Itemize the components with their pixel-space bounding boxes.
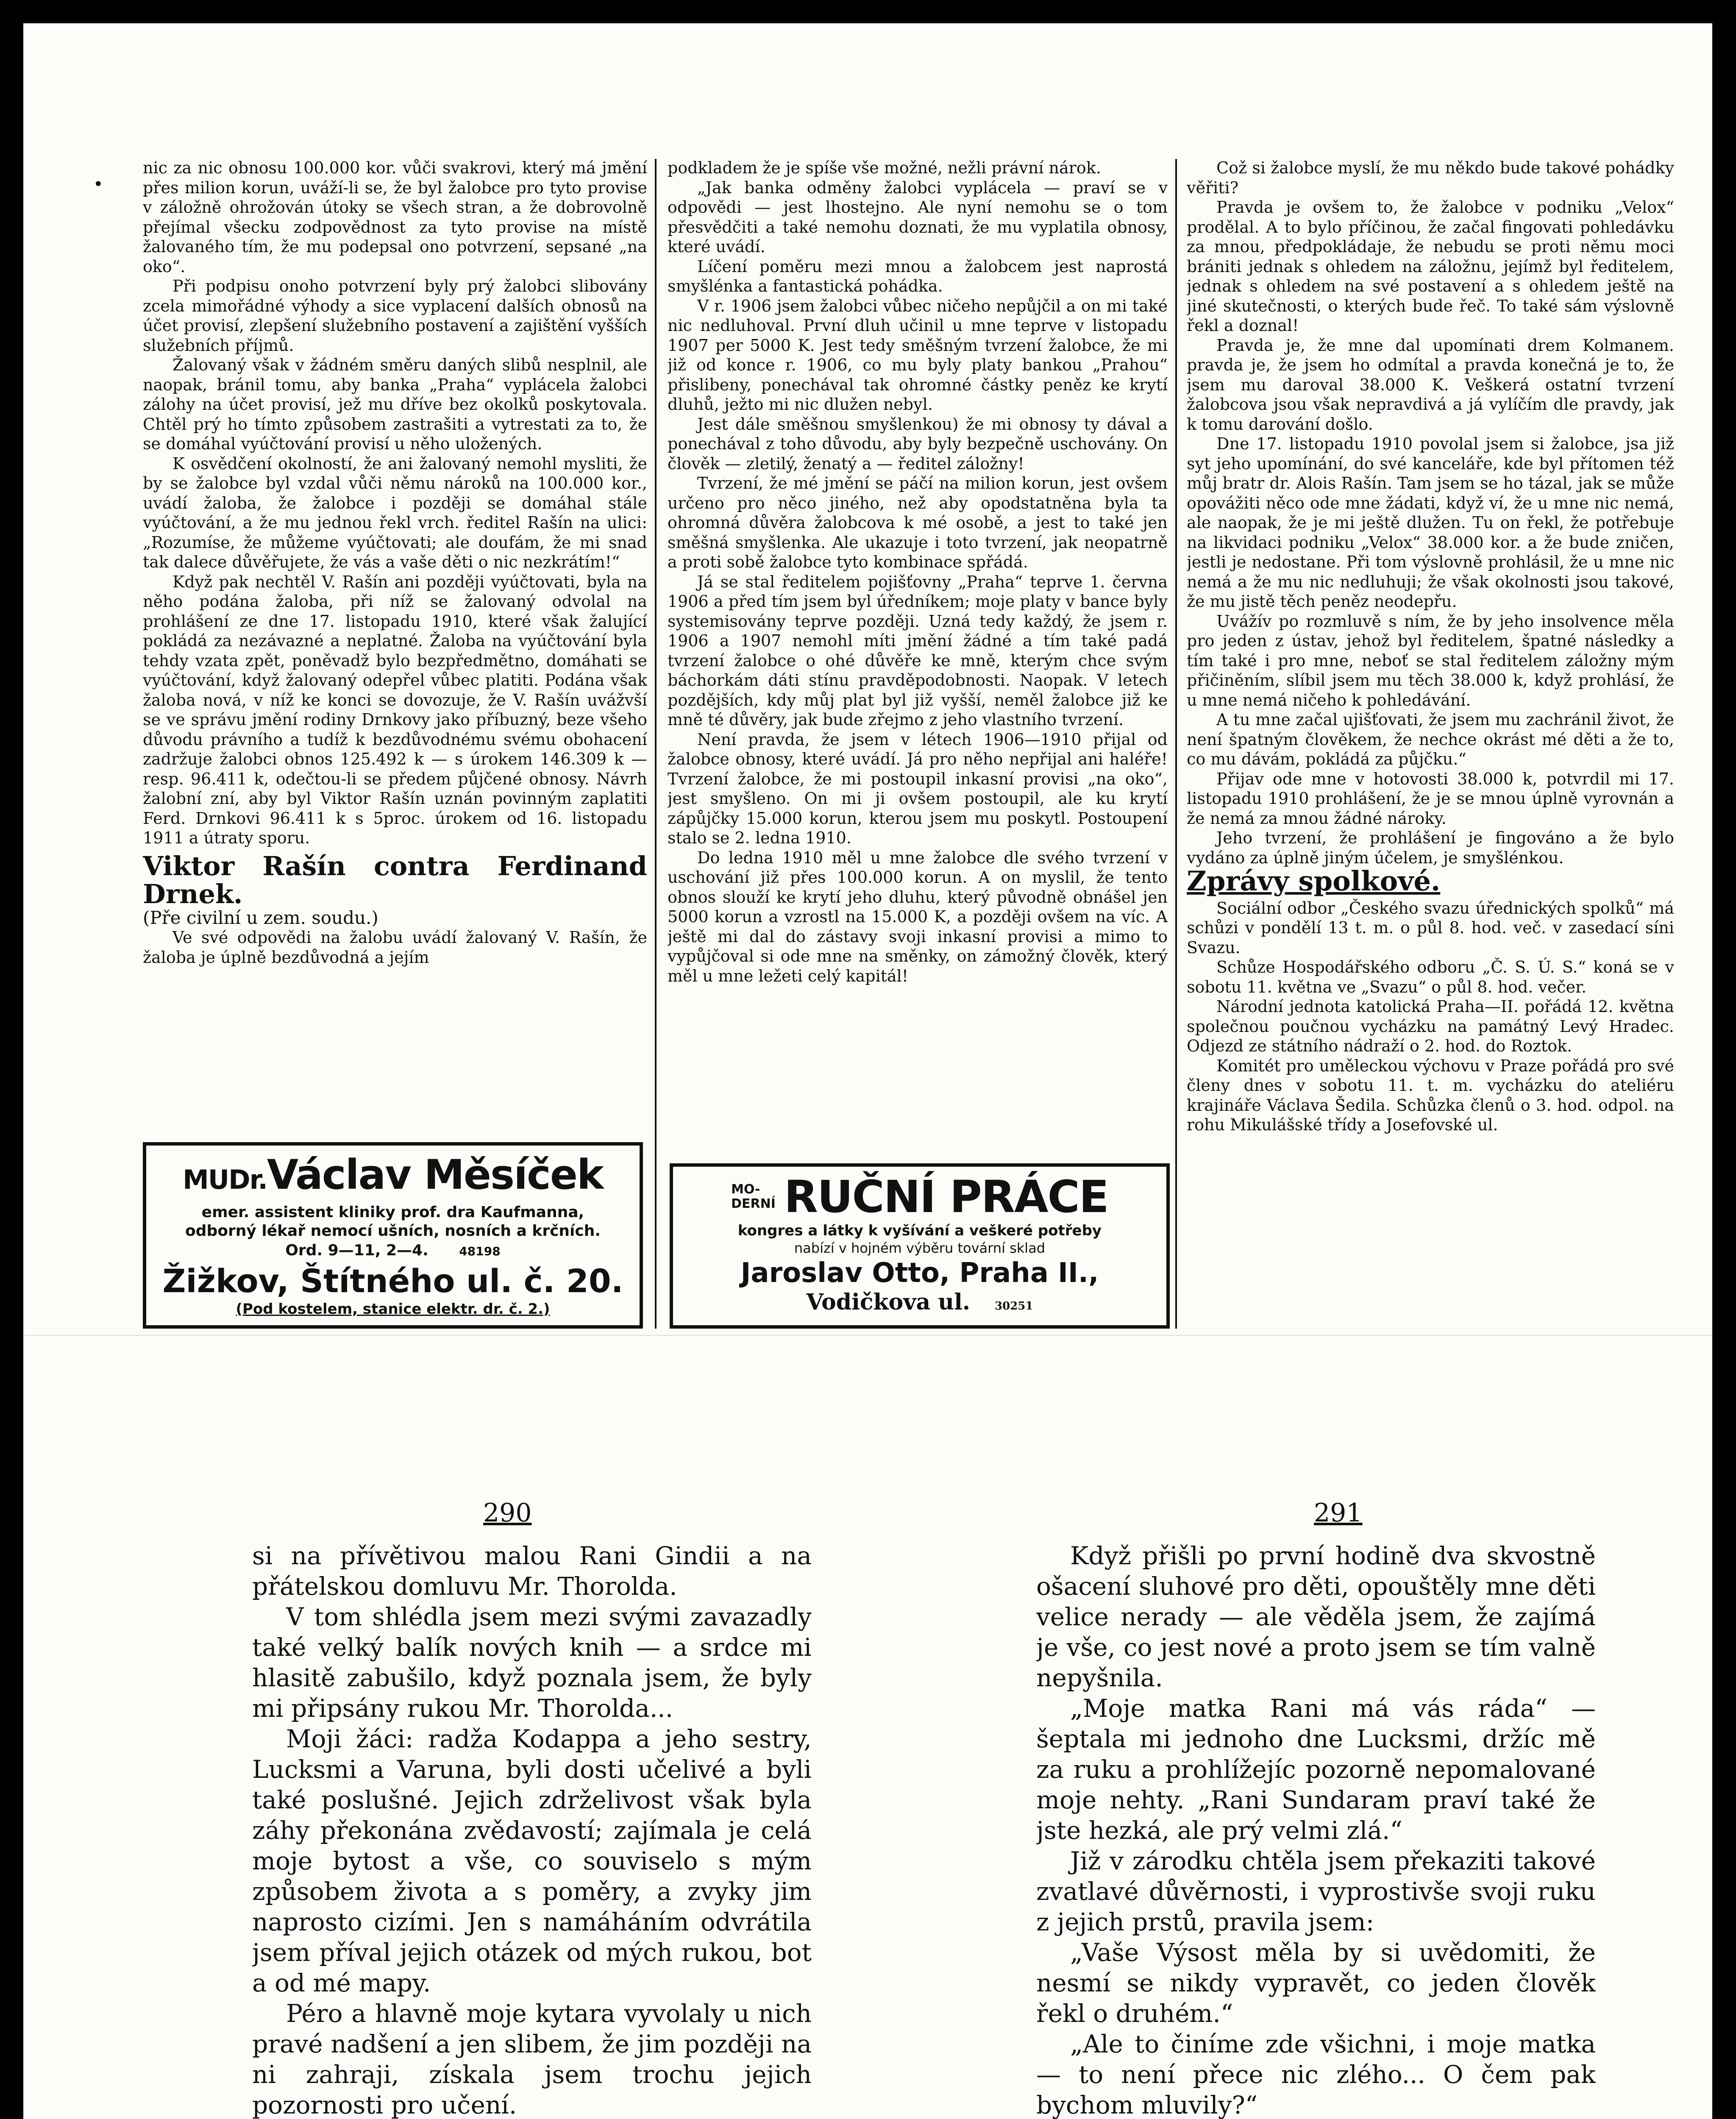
news-item: Národní jednota katolická Praha—II. pořádá 12. května společnou poučnou vycházku na památný Levý Hradec. Odjezd ze státního nádraží o 2. hod. do Roztok.: [1187, 997, 1674, 1055]
paragraph: „Ale to činíme zde všichni, i moje matka — to není přece nic zlého... O čem pak bychom mluvily?“: [1036, 2030, 1596, 2119]
paragraph: Již v zárodku chtěla jsem překaziti takové zvatlavé důvěrnosti, i vyprostivše svoji ruku z jejich prstů, pravila jsem:: [1036, 1846, 1596, 1936]
news-item: Komitét pro uměleckou výchovu v Praze pořádá pro své členy dnes v sobotu 11. t. m. vycházku do ateliéru krajináře Václava Šedila. Schůzka členů o 3. hod. odpol. na rohu Mikulášské třídy a Josefovské ul.: [1187, 1056, 1674, 1134]
column-rule: [655, 159, 657, 1329]
paragraph: „Jak banka odměny žalobci vyplácela — praví se v odpovědi — jest lhostejno. Ale nyní nemohu se o tom přesvědčiti a také nemohu doznati, že mu vyplatila obnosy, které uvádí.: [668, 178, 1168, 256]
paragraph: „Moje matka Rani má vás ráda“ — šeptala mi jednoho dne Lucksmi, držíc mě za ruku a prohlížejíc pozorně nepomalované moje nehty. „Rani Sundaram praví také že jste hezká, ale prý velmi zlá.“: [1036, 1694, 1596, 1845]
paragraph: V r. 1906 jsem žalobci vůbec ničeho nepůjčil a on mi také nic nedluhoval. První dluh učinil u mne teprve v listopadu 1907 per 5000 K. Jest tedy směšným tvrzení žalobce, že mi již od konce r. 1906, co mu byly platy bankou „Prahou“ přislibeny, ponechával tak ohromné částky peněz ke krytí dluhů, ježto mi nic dlužen nebyl.: [668, 296, 1168, 414]
paragraph: nic za nic obnosu 100.000 kor. vůči svakrovi, který má jmění přes milion korun, uváží-li se, že byl žalobce pro tyto provise v záložně ohrožován útoky se všech stran, a že dobrovolně přejímal všecku zodpovědnost za tyto provise na místě žalovaného tím, že mu podepsal ono potvrzení, sepsané „na oko“.: [143, 159, 647, 276]
column-1: [143, 158, 647, 1112]
ad-description: emer. assistent kliniky prof. dra Kaufmanna, odborný lékař nemocí ušních, nosních a krčních.: [185, 1204, 601, 1240]
paragraph: Péro a hlavně moje kytara vyvolaly u nich pravé nadšení a jen slibem, že jim později na ni zahraji, získala jsem trochu jejich pozornosti pro učení.: [252, 1999, 812, 2119]
paragraph: Uvážív po rozmluvě s ním, že by jeho insolvence měla pro jeden z ústav, jehož byl ředitelem, špatné následky a tím také i pro mne, neboť se stal ředitelem záložny mým přičiněním, slíbil jsem mu těch 38.000 k, když prohlásí, že u mne nemá ničeho k pohledávání.: [1187, 612, 1674, 709]
paragraph: Při podpisu onoho potvrzení byly prý žalobci slibovány zcela mimořádné výhody a sice vyplacení dalších obnosů na účet provisí, zlepšení služebního postavení a zajištění vyšších služebních příjmů.: [143, 277, 647, 355]
paragraph: Což si žalobce myslí, že mu někdo bude takové pohádky věřiti?: [1187, 159, 1674, 197]
ad-code: 48198: [459, 1244, 501, 1258]
advertisement-doctor: [143, 1142, 643, 1329]
paragraph: podkladem že je spíše vše možné, nežli právní nárok.: [668, 159, 1101, 177]
article-title: Viktor Rašín contra Ferdinand Drnek.: [143, 850, 647, 909]
paragraph: Dne 17. listopadu 1910 povolal jsem si žalobce, jsa již syt jeho upomínání, do své kanceláře, kde byl přítomen též můj bratr dr. Alois Rašín. Tam jsem se ho tázal, jak se může opovážiti něco ode mne žádati, když ví, že u mne nic nemá, ale naopak, že je mi ještě dlužen. Tu on řekl, že potřebuje na likvidaci podniku „Velox“ 38.000 kor. a že bude zničen, jestli je nedostane. Při tom výslovně prohlásil, že u mne nic nemá a že mu nic nedluhuji; že však okolnosti jsou takové, že mu jistě těch peněz neodepřu.: [1187, 434, 1674, 611]
page-separator: [23, 1335, 1712, 1336]
column-rule: [1175, 159, 1177, 1329]
ad-hours: Ord. 9—11, 2—4.: [285, 1242, 428, 1259]
paragraph: V tom shlédla jsem mezi svými zavazadly také velký balík nových knih — a srdce mi hlasitě zabušilo, když poznala jsem, že byly mi připsány rukou Mr. Thorolda...: [252, 1602, 812, 1723]
paragraph: Jeho tvrzení, že prohlášení je fingováno a že bylo vydáno za úplně jiným účelem, je smyšlénkou.: [1187, 829, 1674, 867]
ad-line-3: nabízí v hojném výběru tovární sklad: [794, 1240, 1046, 1256]
page-number-left: 290: [483, 1498, 532, 1528]
book-page-right: [1036, 1541, 1596, 2119]
ad-doctor-name: Václav Měsíček: [267, 1151, 603, 1199]
paragraph: Do ledna 1910 měl u mne žalobce dle svého tvrzení v uschování již přes 100.000 korun. A on myslil, že tento obnos slouží ke krytí jeho dluhu, který původně obnášel jen 5000 korun a vzrostl na 15.000 K, a později ovšem na víc. A ještě mi dal do zástavy svoji inkasní provisi a mimo to vypůjčoval si ode mne na směnky, on zámožný člověk, který měl u mne ležeti celý kapitál!: [668, 848, 1168, 985]
paragraph: Moji žáci: radža Kodappa a jeho sestry, Lucksmi a Varuna, byli dosti učelivé a byli také poslušné. Jejich zdrželivost však byla záhy překonána zvědavostí; zajímala je celá moje bytost a vše, co souviselo s mým způsobem života a s poměry, a zvyky jim naprosto cizími. Jen s namáháním odvrátila jsem příval jejich otázek od mých rukou, bot a od mé mapy.: [252, 1724, 812, 1997]
ad-prefix: MUDr.: [183, 1164, 267, 1195]
paragraph: Když pak nechtěl V. Rašín ani později vyúčtovati, byla na něho podána žaloba, při níž se žalovaný odvolal na prohlášení ze dne 17. listopadu 1910, které však žalující pokládá za nezávazné a neplatné. Žaloba na vyúčtování byla tehdy vzata zpět, poněvadž bylo bezpředmětno, domáhati se vyúčtování, když žalovaný odepřel vůbec platiti. Podána však žaloba nová, v níž ke konci se dovozuje, že V. Rašín uvážvší se ve správu jmění rodiny Drnkovy jako příbuzný, beze všeho důvodu právního a tudíž k bezdůvodnému svému obohacení zadržuje žalobci obnos 125.492 k — s úrokem 146.309 k — resp. 96.411 k, odečtou-li se předem půjčené obnosy. Návrh žalobní zní, aby byl Viktor Rašín uznán povinným zaplatiti Ferd. Drnkovi 96.411 k s 5proc. úrokem od 16. listopadu 1911 a útraty sporu.: [143, 572, 647, 847]
ad-prefix-1: MO-: [731, 1182, 760, 1197]
ad-street: Vodičkova ul.: [806, 1289, 970, 1315]
advertisement-handwork: [670, 1163, 1170, 1329]
section-heading: Zprávy spolkové.: [1187, 865, 1441, 897]
page: [23, 23, 1712, 2119]
news-item: Sociální odbor „Českého svazu úřednických spolků“ má schůzi v pondělí 13 t. m. o půl 8. hod. več. v zasedací síni Svazu.: [1187, 898, 1674, 957]
column-3: [1187, 158, 1674, 1345]
paragraph: si na přívětivou malou Rani Gindii a na přátelskou domluvu Mr. Thorolda.: [252, 1541, 812, 1601]
article-subtitle: (Pře civilní u zem. soudu.): [143, 907, 378, 928]
ad-address: Žižkov, Štítného ul. č. 20.: [162, 1262, 623, 1300]
paragraph: Není pravda, že jsem v létech 1906—1910 přijal od žalobce obnosy, které uvádí. Já pro něho nepřijal ani haléře! Tvrzení žalobce, že mi postoupil inkasní provisi „na oko“, jest smyšleno. On mi ji ovšem postoupil, ale ku krytí zápůjčky 15.000 korun, kterou jsem mu poskytl. Postoupení stalo se 2. ledna 1910.: [668, 730, 1168, 847]
column-2: [668, 158, 1168, 1162]
paragraph: Přijav ode mne v hotovosti 38.000 k, potvrdil mi 17. listopadu 1910 prohlášení, že je se mnou úplně vyrovnán a že nemá za mnou žádné nároky.: [1187, 769, 1674, 828]
ad-title: RUČNÍ PRÁCE: [784, 1171, 1108, 1223]
paragraph: Když přišli po první hodině dva skvostně ošacení sluhové pro děti, opouštěly mne děti velice nerady — ale věděla jsem, že zajímá je vše, co jest nové a proto jsem se tím valně nepyšnila.: [1036, 1541, 1596, 1692]
bullet-mark: •: [93, 175, 103, 194]
news-item: Schůze Hospodářského odboru „Č. S. Ú. S.“ koná se v sobotu 11. května ve „Svazu“ o půl 8. hod. večer.: [1187, 958, 1674, 996]
paragraph: Žalovaný však v žádném směru daných slibů nesplnil, ale naopak, bránil tomu, aby banka „Praha“ vyplácela žalobci zálohy na účet provisí, jež mu dříve bez okolků poskytovala. Chtěl prý ho tímto způsobem zastrašiti a vytrestati za to, že se domáhal vyúčtování provisí u něho uložených.: [143, 356, 647, 453]
paragraph: Ve své odpovědi na žalobu uvádí žalovaný V. Rašín, že žaloba je úplně bezdůvodná a jejím: [143, 928, 647, 967]
book-page-left: [252, 1541, 812, 2119]
paragraph: Pravda je ovšem to, že žalobce v podniku „Velox“ prodělal. A to bylo příčinou, že začal fingovati pohledávku za mnou, předpokládaje, že nebudu se proti němu moci brániti jednak s ohledem na záložnu, jejímž byl ředitelem, jednak s ohledem na své postavení a s ohledem ještě na jiné skutečnosti, o kterých bude řeč. To také sám výslovně řekl a doznal!: [1187, 198, 1674, 335]
paragraph: Já se stal ředitelem pojišťovny „Praha“ teprve 1. června 1906 a před tím jsem byl úředníkem; moje platy v bance byly systemisovány teprve později. Uzná tedy každý, že jsem r. 1906 a 1907 nemohl míti jmění žádné a tím také padá tvrzení žalobce o ohé důvěře ke mně, kterým chce svým báchorkám dáti stínu pravděpodobnosti. Naopak. V letech pozdějších, kdy můj plat byl již vyšší, neměl žalobce již ke mně té důvěry, jak bude zřejmo z jeho vlastního tvrzení.: [668, 572, 1168, 729]
page-number-right: 291: [1314, 1498, 1363, 1528]
paragraph: Líčení poměru mezi mnou a žalobcem jest naprostá smyšlénka a fantastická pohádka.: [668, 257, 1168, 295]
ad-prefix-2: DERNÍ: [731, 1196, 776, 1211]
ad-company-name: Jaroslav Otto, Praha II.,: [740, 1257, 1099, 1289]
paragraph: „Vaše Výsost měla by si uvědomiti, že nesmí se nikdy vypravět, co jeden člověk řekl o druhém.“: [1036, 1938, 1596, 2028]
ad-line-2: kongres a látky k vyšívání a veškeré potřeby: [737, 1222, 1102, 1239]
paragraph: Tvrzení, že mé jmění se páčí na milion korun, jest ovšem určeno pro něco jiného, než aby opodstatněna byla ta ohromná důvěra žalobcova k mé osobě, a jest to také jen směšná smyšlenka. Ale ukazuje i toto tvrzení, jak neopatrně a proti sobě žalobce tyto kombinace spřádá.: [668, 474, 1168, 571]
ad-subaddress: (Pod kostelem, stanice elektr. dr. č. 2.): [236, 1301, 550, 1318]
ad-code: 30251: [995, 1300, 1033, 1313]
paragraph: A tu mne začal ujišťovati, že jsem mu zachránil život, že není špatným člověkem, že nechce okrást mé děti a že to, co mu dávám, pokládá za půjčku.“: [1187, 710, 1674, 768]
paragraph: K osvědčení okolností, že ani žalovaný nemohl mysliti, že by se žalobce byl vzdal vůči němu nároků na 100.000 kor., uvádí žaloba, že žalobce i později se domáhal stále vyúčtování, a že mu jednou řekl vrch. ředitel Rašín na ulici: „Rozumíse, že můžeme vyúčtovati; ale doufám, že mi snad tak dalece důvěřujete, že vás a vaše děti o nic nezkrátím!“: [143, 454, 647, 571]
paragraph: Pravda je, že mne dal upomínati drem Kolmanem. pravda je, že jsem ho odmítal a pravda konečná je to, že jsem mu daroval 38.000 K. Veškerá ostatní tvrzení žalobcova jsou však nepravdivá a já vylíčím dle pravdy, jak k tomu darování došlo.: [1187, 336, 1674, 434]
paragraph: Jest dále směšnou smyšlenkou) že mi obnosy ty dával a ponechával z toho důvodu, aby byly bezpečně uschovány. On člověk — zletilý, ženatý a — ředitel záložny!: [668, 414, 1168, 473]
